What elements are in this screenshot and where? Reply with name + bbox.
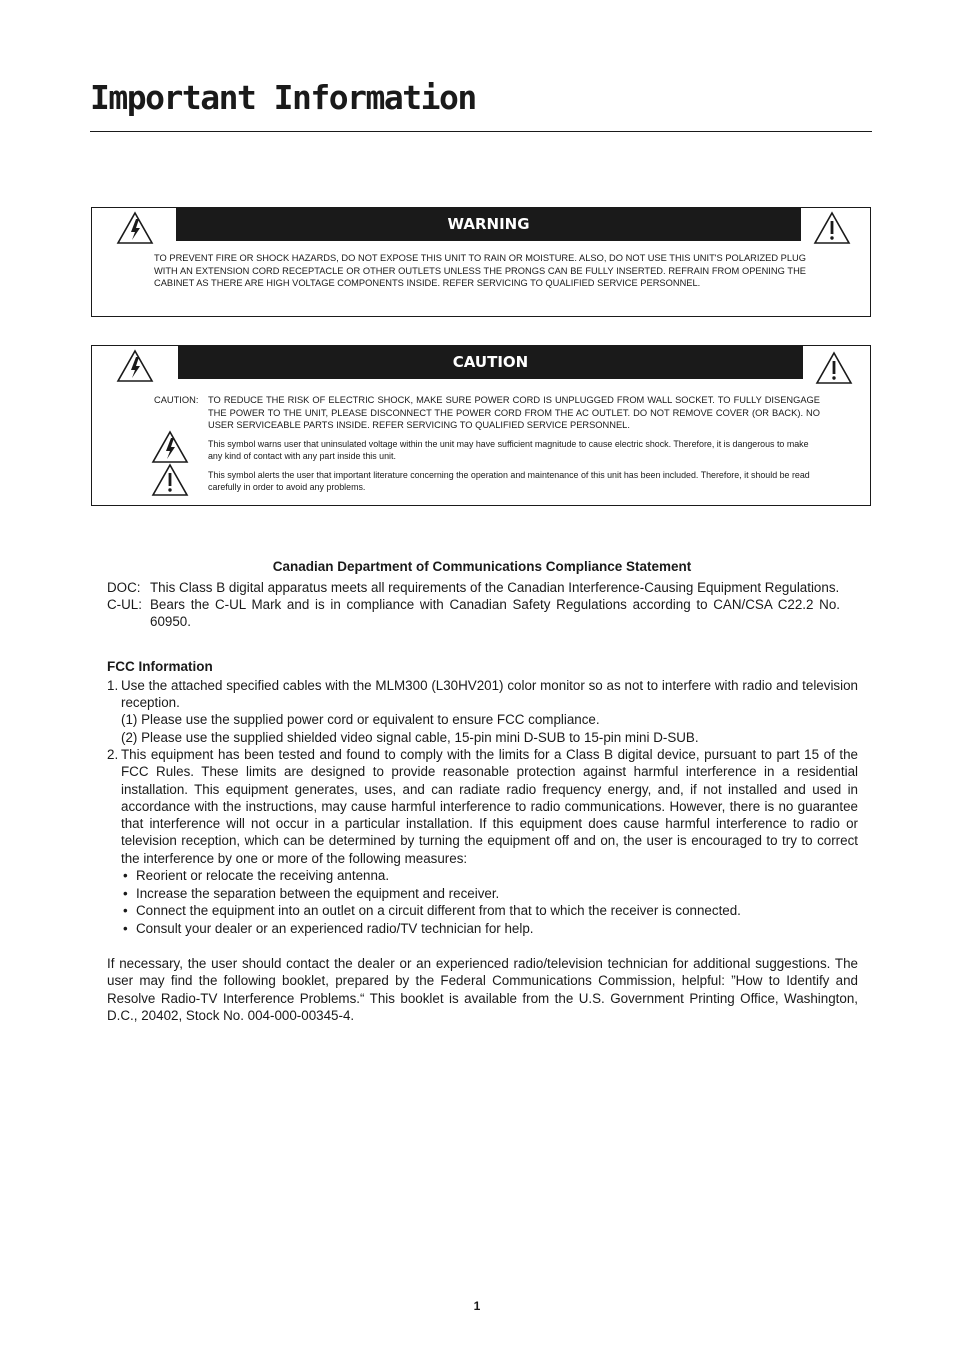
lightning-triangle-icon [151,430,189,464]
literature-symbol-text: This symbol alerts the user that important literature concerning the operation and maintenance of this unit has been included. Therefore, it should be read carefully in order to avoid any problems. [208,470,810,493]
caution-text: TO REDUCE THE RISK OF ELECTRIC SHOCK, MAKE SURE POWER CORD IS UNPLUGGED FROM WALL SOCKET. TO FULLY DISENGAGE THE POWER TO THE UNIT, PLEASE DISCONNECT THE POWER CORD FROM THE AC OUTLET. DO NOT REMOVE COVER (OR BACK). NO USER SERVICEABLE PARTS INSIDE. REFER SERVICING TO QUALIFIED SERVICE PERSONNEL. [208,395,820,431]
fcc-item1-sub2: (2) Please use the supplied shielded video signal cable, 15-pin mini D-SUB to 15-pin mini D-SUB. [121,730,699,745]
bullet-icon: • [123,868,128,883]
caution-box [91,345,871,506]
fcc-heading: FCC Information [107,659,213,674]
fcc-bullet-1: Reorient or relocate the receiving antenna. [136,868,390,883]
exclamation-triangle-icon [813,211,851,245]
exclamation-triangle-icon [151,463,189,497]
lightning-triangle-icon [116,349,154,383]
fcc-item1-number: 1. [107,678,119,693]
fcc-item2-number: 2. [107,747,119,762]
bullet-icon: • [123,921,128,936]
fcc-bullet-2: Increase the separation between the equipment and receiver. [136,886,500,901]
doc-label: DOC: [107,580,141,595]
voltage-symbol-text: This symbol warns user that uninsulated voltage within the unit may have sufficient magnitude to cause electric shock. Therefore, it is dangerous to make any kind of contact with any part inside this unit. [208,439,809,462]
cul-label: C-UL: [107,597,142,612]
canada-heading: Canadian Department of Communications Compliance Statement [272,559,692,574]
fcc-closing-text: If necessary, the user should contact the dealer or an experienced radio/television technician for additional suggestions. The user may find the following booklet, prepared by the Federal Communications Commission, helpful: ”How to Identify and Resolve Radio-TV Interference Problems.“ This booklet is available from the U.S. Government Printing Office, Washington, D.C., 20402, Stock No. 004-000-00345-4. [107,956,858,1023]
doc-text: This Class B digital apparatus meets all requirements of the Canadian Interference-Causing Equipment Regulations. [150,580,840,595]
warning-text: TO PREVENT FIRE OR SHOCK HAZARDS, DO NOT EXPOSE THIS UNIT TO RAIN OR MOISTURE. ALSO, DO NOT USE THIS UNIT'S POLARIZED PLUG WITH AN EXTENSION CORD RECEPTACLE OR OTHER OUTLETS UNLESS THE PRONGS CAN BE FULLY INSERTED. REFRAIN FROM OPENING THE CABINET AS THERE ARE HIGH VOLTAGE COMPONENTS INSIDE. REFER SERVICING TO QUALIFIED SERVICE PERSONNEL. [154,253,806,289]
caution-heading: CAUTION [178,346,803,379]
bullet-icon: • [123,903,128,918]
exclamation-triangle-icon [815,351,853,385]
title-divider [90,131,872,132]
page-number: 1 [473,1299,481,1313]
fcc-item1-sub1: (1) Please use the supplied power cord or equivalent to ensure FCC compliance. [121,712,600,727]
page-title: Important Information [90,78,476,117]
warning-box [91,207,871,317]
fcc-bullet-4: Consult your dealer or an experienced radio/TV technician for help. [136,921,534,936]
lightning-triangle-icon [116,211,154,245]
bullet-icon: • [123,886,128,901]
fcc-item1-text: Use the attached specified cables with the MLM300 (L30HV201) color monitor so as not to interfere with radio and television reception. [121,678,858,711]
fcc-bullet-3: Connect the equipment into an outlet on a circuit different from that to which the receiver is connected. [136,903,741,918]
fcc-item2-text: This equipment has been tested and found to comply with the limits for a Class B digital device, pursuant to part 15 of the FCC Rules. These limits are designed to provide reasonable protection against harmful interference in a residential installation. This equipment generates, uses, and can radiate radio frequency energy, and, if not installed and used in accordance with the instructions, may cause harmful interference to radio communications. However, there is no guarantee that interference will not occur in a particular installation. If this equipment does cause harmful interference to radio or television reception, which can be determined by turning the equipment off and on, the user is encouraged to try to correct the interference by one or more of the following measures: [121,747,858,866]
cul-text: Bears the C-UL Mark and is in compliance with Canadian Safety Regulations according to CAN/CSA C22.2 No. 60950. [150,597,840,630]
warning-heading: WARNING [176,208,801,241]
caution-label: CAUTION: [154,395,199,405]
